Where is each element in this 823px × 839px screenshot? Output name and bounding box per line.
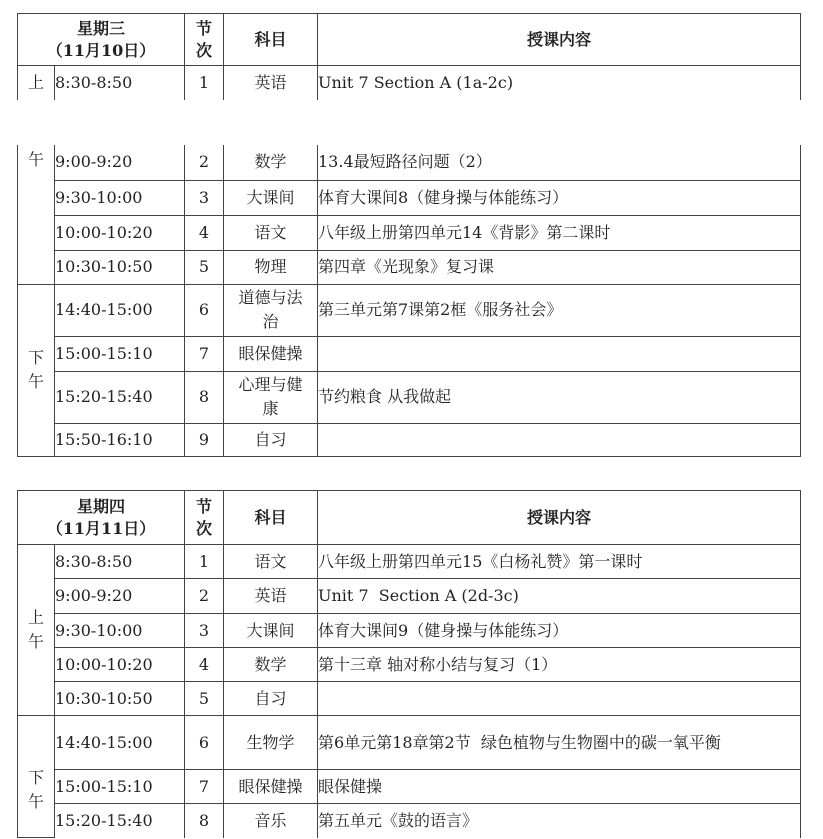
day-date-header [18,14,185,66]
period-cell: 6 [185,284,224,336]
time-cell: 9:30-10:00 [55,180,185,215]
period-cell: 7 [185,336,224,371]
period-cell: 5 [185,682,224,716]
content-cell: Unit 7 Section A (2d-3c) [318,579,801,614]
content-cell: Unit 7 Section A (1a-2c) [318,66,801,100]
subject-header: 科目 [224,491,318,545]
time-cell: 10:00-10:20 [55,215,185,250]
time-cell: 10:30-10:50 [55,250,185,284]
content-header: 授课内容 [318,491,801,545]
table-row [18,770,801,804]
morning-label: 上午 [18,545,55,716]
table-row [18,716,801,770]
morning-label-cont: 午 [18,145,55,284]
content-cell: 第6单元第18章第2节 绿色植物与生物圈中的碳一氧平衡 [318,716,801,770]
table-row [18,614,801,648]
subject-cell: 自习 [224,682,318,716]
day-label: 星期三 [77,18,126,38]
time-cell: 9:00-9:20 [55,145,185,180]
period-cell: 7 [185,770,224,804]
subject-cell: 生物学 [224,716,318,770]
content-cell: 八年级上册第四单元15《白杨礼赞》第一课时 [318,545,801,579]
subject-cell: 数学 [224,648,318,682]
thursday-schedule-table [17,490,801,838]
table-row [18,145,801,180]
table-row [18,648,801,682]
period-cell: 1 [185,545,224,579]
time-cell: 9:30-10:00 [55,614,185,648]
period-cell: 2 [185,579,224,614]
content-cell: 第三单元第7课第2框《服务社会》 [318,284,801,336]
subject-cell: 物理 [224,250,318,284]
table-row [18,336,801,371]
morning-label: 上 [18,66,55,100]
date-label: （11月11日） [46,518,156,538]
time-cell: 15:00-15:10 [55,770,185,804]
table-row [18,215,801,250]
time-cell: 14:40-15:00 [55,716,185,770]
subject-cell: 自习 [224,423,318,456]
header-row [18,14,801,66]
period-cell: 5 [185,250,224,284]
period-header: 节次 [185,14,224,66]
time-cell: 10:30-10:50 [55,682,185,716]
wednesday-schedule-table-top [17,13,801,100]
content-cell: 节约粮食 从我做起 [318,371,801,423]
time-cell: 15:20-15:40 [55,804,185,838]
subject-cell: 语文 [224,545,318,579]
table-row [18,180,801,215]
time-cell: 10:00-10:20 [55,648,185,682]
subject-cell: 语文 [224,215,318,250]
table-row [18,371,801,423]
period-cell: 4 [185,215,224,250]
subject-cell: 眼保健操 [224,336,318,371]
table-row [18,284,801,336]
period-cell: 1 [185,66,224,100]
period-cell: 8 [185,371,224,423]
table-row [18,423,801,456]
afternoon-label: 下午 [18,716,55,838]
period-cell: 8 [185,804,224,838]
subject-cell: 英语 [224,66,318,100]
day-date-header [18,491,185,545]
period-cell: 4 [185,648,224,682]
time-cell: 8:30-8:50 [55,545,185,579]
content-cell [318,336,801,371]
table-row [18,250,801,284]
subject-cell: 大课间 [224,180,318,215]
content-header: 授课内容 [318,14,801,66]
time-cell: 15:50-16:10 [55,423,185,456]
subject-cell: 音乐 [224,804,318,838]
time-cell: 14:40-15:00 [55,284,185,336]
content-cell: 第十三章 轴对称小结与复习（1） [318,648,801,682]
table-row [18,579,801,614]
subject-cell: 眼保健操 [224,770,318,804]
day-label: 星期四 [77,496,126,516]
afternoon-label: 下午 [18,284,55,456]
subject-cell: 数学 [224,145,318,180]
content-cell: 体育大课间8（健身操与体能练习） [318,180,801,215]
time-cell: 8:30-8:50 [55,66,185,100]
content-cell: 13.4最短路径问题（2） [318,145,801,180]
period-cell: 9 [185,423,224,456]
period-cell: 3 [185,614,224,648]
wednesday-schedule-table-bottom [17,145,801,457]
table-row [18,545,801,579]
period-cell: 3 [185,180,224,215]
content-cell [318,682,801,716]
subject-header: 科目 [224,14,318,66]
subject-cell: 心理与健康 [224,371,318,423]
subject-cell: 道德与法治 [224,284,318,336]
time-cell: 15:20-15:40 [55,371,185,423]
header-row [18,491,801,545]
subject-cell: 英语 [224,579,318,614]
period-cell: 6 [185,716,224,770]
content-cell: 眼保健操 [318,770,801,804]
content-cell [318,423,801,456]
time-cell: 15:00-15:10 [55,336,185,371]
table-row [18,682,801,716]
subject-cell: 大课间 [224,614,318,648]
time-cell: 9:00-9:20 [55,579,185,614]
date-label: （11月10日） [46,40,156,60]
table-row [18,66,801,100]
period-cell: 2 [185,145,224,180]
content-cell: 第四章《光现象》复习课 [318,250,801,284]
period-header: 节次 [185,491,224,545]
table-row [18,804,801,838]
content-cell: 八年级上册第四单元14《背影》第二课时 [318,215,801,250]
content-cell: 第五单元《鼓的语言》 [318,804,801,838]
content-cell: 体育大课间9（健身操与体能练习） [318,614,801,648]
